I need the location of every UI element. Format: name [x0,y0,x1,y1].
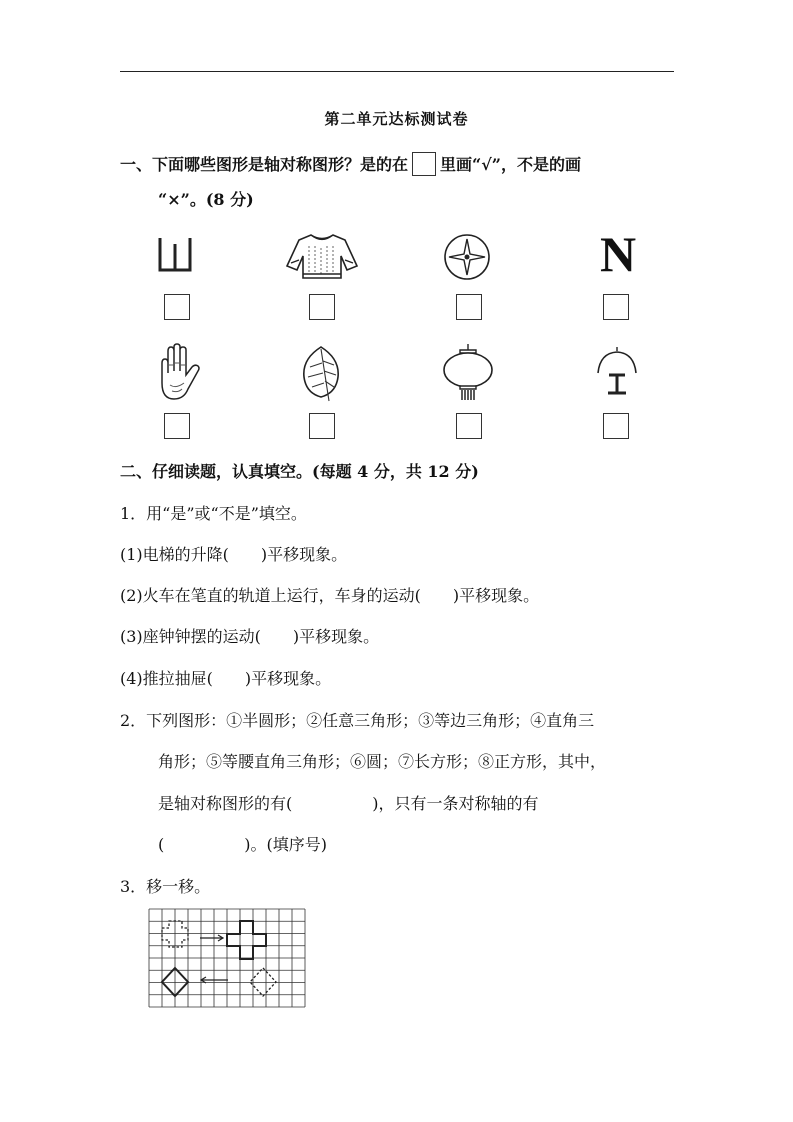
answer-box-5[interactable] [164,413,190,439]
answer-box-3[interactable] [456,294,482,320]
q1-item-2: (2)火车在笔直的轨道上运行，车身的运动( )平移现象。 [120,586,540,605]
compass-figure [442,232,492,282]
lantern-figure [440,342,496,404]
answer-box-2[interactable] [309,294,335,320]
q1-item-4: (4)推拉抽屉( )平移现象。 [120,669,332,688]
section1-heading-line2: “×”。(8 分) [158,190,254,209]
q1-item-3: (3)座钟钟摆的运动( )平移现象。 [120,627,380,646]
answer-box-7[interactable] [456,413,482,439]
leaf-figure [296,343,346,405]
example-answer-box [412,152,436,176]
header-rule [120,71,674,72]
q2-line-4: ( )。(填序号) [158,835,327,854]
answer-box-1[interactable] [164,294,190,320]
answer-box-4[interactable] [603,294,629,320]
q2-line-2: 角形；⑤等腰直角三角形；⑥圆；⑦长方形；⑧正方形，其中， [158,752,607,771]
sweater-figure [283,230,361,282]
q1-item-1: (1)电梯的升降( )平移现象。 [120,545,348,564]
shan-character-figure [155,234,195,276]
q2-line-3: 是轴对称图形的有( )，只有一条对称轴的有 [158,794,539,813]
answer-box-8[interactable] [603,413,629,439]
lamp-figure [592,345,642,403]
section1-heading-part2: 里画“√”，不是的画 [440,155,581,174]
section1-heading [120,152,581,176]
q2-line-1: 2．下列图形：①半圆形；②任意三角形；③等边三角形；④直角三 [120,711,595,730]
section1-heading-part1: 一、下面哪些图形是轴对称图形？是的在 [120,155,409,174]
q1-intro: 1．用“是”或“不是”填空。 [120,504,307,523]
answer-box-6[interactable] [309,413,335,439]
letter-n-figure: N [599,226,637,282]
page-title: 第二单元达标测试卷 [324,110,469,128]
hand-figure [148,343,206,403]
translation-grid [148,908,306,1008]
section2-heading: 二、仔细读题，认真填空。(每题 4 分，共 12 分) [120,462,479,481]
q3-intro: 3．移一移。 [120,877,211,896]
